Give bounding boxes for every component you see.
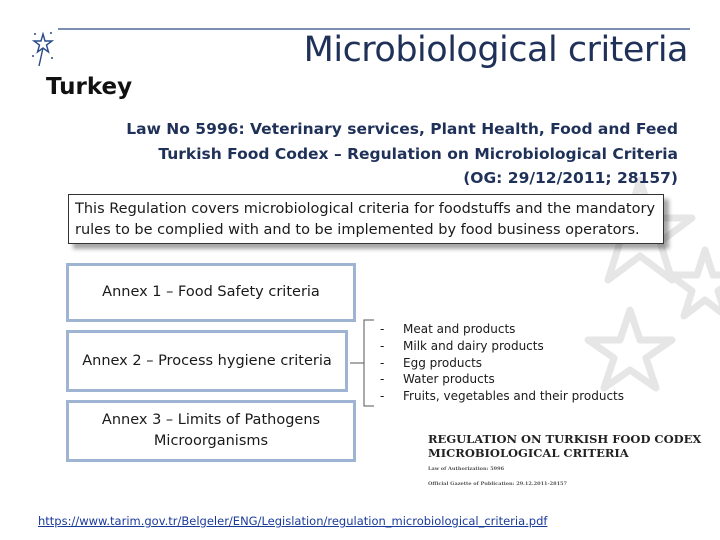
regulation-pdf-link[interactable]: https://www.tarim.gov.tr/Belgeler/ENG/Legislation/regulation_microbiological_criteria.pdf (38, 514, 548, 528)
annex-1-box (66, 263, 356, 322)
country-label: Turkey (46, 74, 133, 100)
page-title: Microbiological criteria (303, 30, 688, 70)
document-title-line-2: MICROBIOLOGICAL CRITERIA (428, 446, 629, 460)
bracket-connector-icon (350, 318, 380, 408)
law-line-3: (OG: 29/12/2011; 28157) (463, 169, 678, 187)
list-item: Egg products (403, 355, 483, 370)
annex-2-label: Annex 2 – Process hygiene criteria (82, 352, 332, 369)
list-item: Water products (403, 372, 495, 387)
annex-2-box (66, 330, 348, 392)
eu-logo-icon (30, 28, 56, 70)
regulation-description-box: This Regulation covers microbiological criteria for foodstuffs and the mandatory rules to be complied with and to be implemented by food business operators. (68, 194, 664, 244)
product-dashes (380, 321, 384, 405)
list-item: Milk and dairy products (403, 338, 544, 353)
document-meta-1: Law of Authorization: 5996 (428, 466, 505, 472)
product-list (403, 321, 624, 405)
law-line-1: Law No 5996: Veterinary services, Plant Health, Food and Feed (126, 120, 678, 138)
product-dash: - (380, 372, 385, 387)
annex-1-label: Annex 1 – Food Safety criteria (102, 284, 320, 300)
list-item: Meat and products (403, 322, 516, 336)
document-meta-2: Official Gazette of Publication: 29.12.2011-28157 (428, 481, 568, 487)
annex-3-box (66, 400, 356, 462)
document-title-line-1: REGULATION ON TURKISH FOOD CODEX (428, 432, 702, 446)
product-dash: - (380, 389, 385, 404)
document-thumbnail-title (428, 432, 701, 460)
product-dash: - (380, 355, 385, 370)
product-dash: - (380, 322, 385, 336)
product-dash: - (380, 338, 385, 353)
list-item: Fruits, vegetables and their products (403, 389, 625, 404)
law-line-2: Turkish Food Codex – Regulation on Microbiological Criteria (158, 145, 678, 163)
annex-3-label: Annex 3 – Limits of Pathogens Microorganisms (101, 412, 321, 449)
